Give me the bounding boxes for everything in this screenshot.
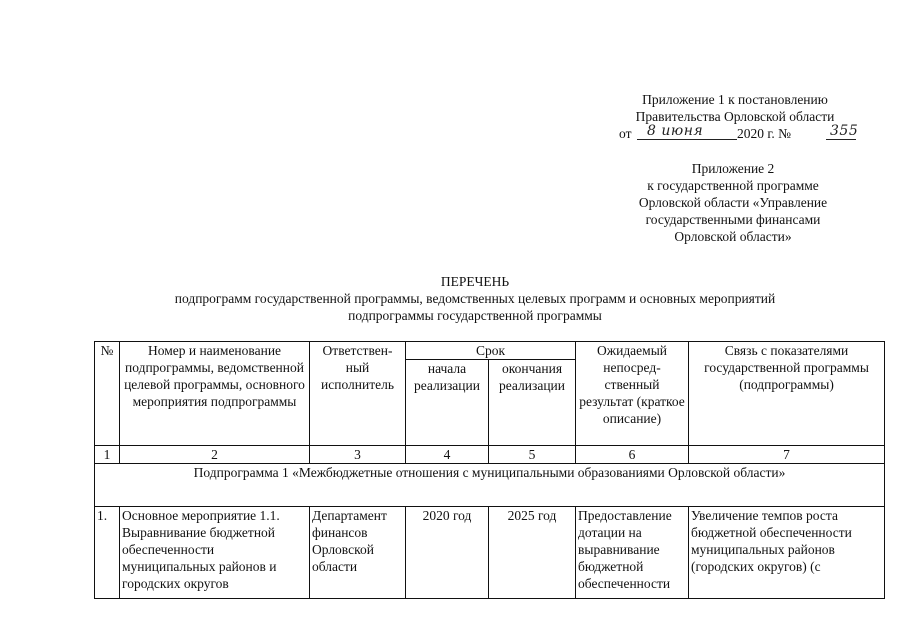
table-row — [95, 507, 885, 599]
header-num: № — [95, 342, 120, 446]
title-line-1: подпрограмм государственной программы, ведомственных целевых программ и основных мероприятий — [174, 291, 776, 306]
handwritten-date: 8 июня — [647, 123, 704, 139]
row-start: 2020 год — [406, 507, 489, 599]
appendix-2-line-1: Приложение 2 — [691, 161, 775, 176]
row-end: 2025 год — [489, 507, 576, 599]
year-number-label: 2020 г. № — [737, 126, 792, 141]
handwritten-number: 355 — [830, 123, 859, 139]
header-start: начала реализации — [406, 360, 489, 446]
header-name: Номер и наименование подпрограммы, ведомственной целевой программы, основного мероприятия подпрограммы — [120, 342, 310, 446]
appendix-1-date-line — [590, 125, 880, 142]
column-number: 6 — [576, 446, 689, 464]
appendix-2-line-4: государственными финансами — [645, 212, 821, 227]
header-executor: Ответствен-ный исполнитель — [310, 342, 406, 446]
row-name-text: Основное мероприятие 1.1. Выравнивание бюджетной обеспеченности муниципальных районов и городских округов — [122, 508, 280, 591]
appendix-2-line-3: Орловской области «Управление — [638, 195, 828, 210]
row-executor-text: Департамент финансов Орловской области — [312, 508, 387, 574]
row-result — [576, 507, 689, 599]
appendix-2-line-5: Орловской области» — [674, 229, 792, 244]
header-end: окончания реализации — [489, 360, 576, 446]
section-row — [95, 464, 885, 507]
row-link — [689, 507, 885, 599]
header-link: Связь с показателями государственной программы (подпрограммы) — [689, 342, 885, 446]
appendix-1-header — [590, 91, 880, 142]
column-number: 2 — [120, 446, 310, 464]
appendix-2-header — [588, 160, 878, 245]
column-number: 4 — [406, 446, 489, 464]
column-number: 3 — [310, 446, 406, 464]
header-row-1 — [95, 342, 885, 360]
row-result-text: Предоставление дотации на выравнивание бюджетной обеспеченности — [578, 508, 672, 591]
section-title: Подпрограмма 1 «Межбюджетные отношения с муниципальными образованиями Орловской области» — [95, 464, 885, 507]
header-term: Срок — [406, 342, 576, 360]
column-number-row — [95, 446, 885, 464]
appendix-2-line-2: к государственной программе — [647, 178, 819, 193]
programs-table — [94, 341, 885, 599]
column-number: 1 — [95, 446, 120, 464]
row-num — [95, 507, 120, 599]
column-number: 5 — [489, 446, 576, 464]
title-line-2: подпрограммы государственной программы — [348, 308, 602, 323]
from-label: от — [619, 126, 632, 141]
column-number: 7 — [689, 446, 885, 464]
row-executor — [310, 507, 406, 599]
appendix-1-line-1: Приложение 1 к постановлению — [642, 92, 828, 107]
document-title — [100, 273, 850, 324]
title-heading: ПЕРЕЧЕНЬ — [440, 274, 510, 289]
appendix-1-line-2: Правительства Орловской области — [635, 109, 835, 124]
row-name — [120, 507, 310, 599]
header-result: Ожидаемый непосред-ственный результат (краткое описание) — [576, 342, 689, 446]
row-num-text: 1. — [97, 508, 108, 523]
row-link-text: Увеличение темпов роста бюджетной обеспеченности муниципальных районов (городских округов) (с — [691, 508, 852, 574]
